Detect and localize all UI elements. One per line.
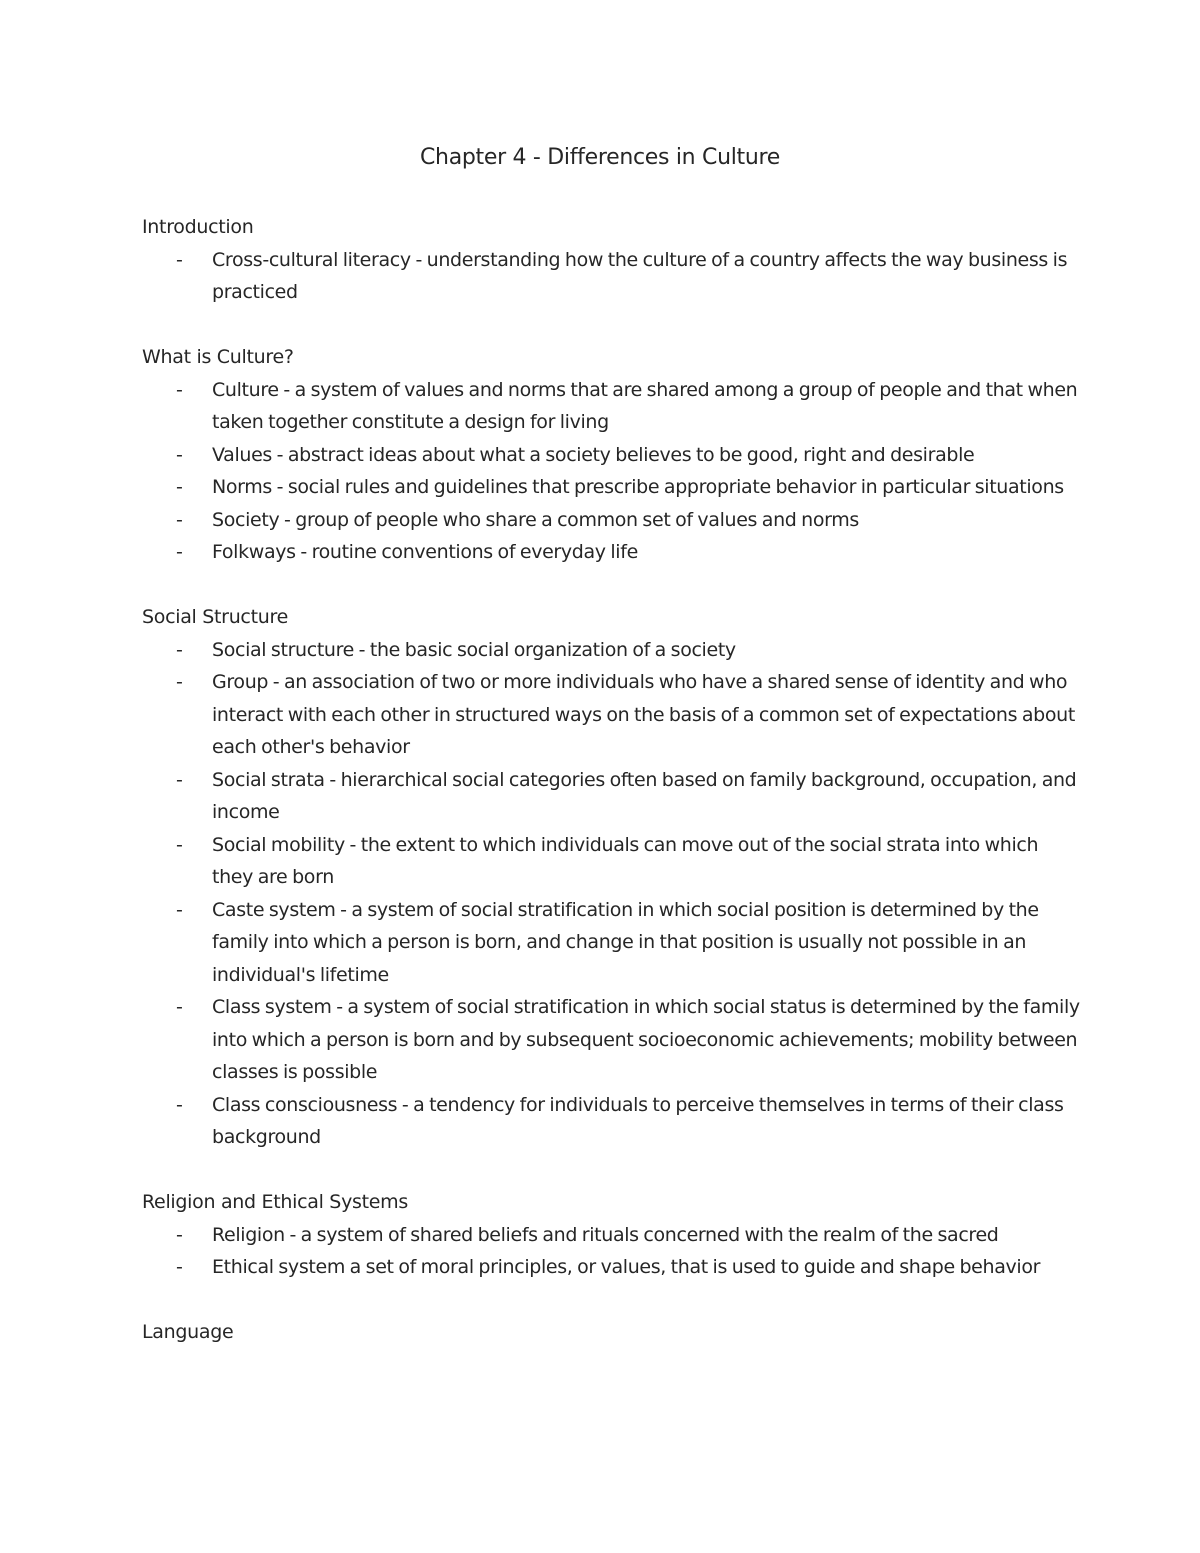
dash-bullet-icon: - xyxy=(176,638,183,661)
list-item xyxy=(142,991,1082,1089)
list-item xyxy=(142,536,1082,569)
list-item xyxy=(142,829,1082,894)
dash-bullet-icon: - xyxy=(176,248,183,271)
list-item xyxy=(142,439,1082,472)
list-item-text: Social strata - hierarchical social categories often based on family background, occupation, and income xyxy=(212,768,1077,823)
list-item-text: Social structure - the basic social organization of a society xyxy=(212,638,736,661)
section xyxy=(142,341,1082,569)
dash-bullet-icon: - xyxy=(176,1093,183,1116)
section-heading: What is Culture? xyxy=(142,346,294,368)
dash-bullet-icon: - xyxy=(176,541,183,563)
list-item-text: Norms - social rules and guidelines that prescribe appropriate behavior in particular situations xyxy=(212,476,1064,498)
dash-bullet-icon: - xyxy=(176,378,183,401)
bullet-list xyxy=(142,634,1082,1154)
section xyxy=(142,601,1082,1154)
list-item xyxy=(142,1251,1082,1284)
section-heading: Social Structure xyxy=(142,606,288,628)
list-item-text: Religion - a system of shared beliefs and rituals concerned with the realm of the sacred xyxy=(212,1223,999,1246)
list-item-text: Ethical system a set of moral principles, or values, that is used to guide and shape behavior xyxy=(212,1256,1041,1278)
dash-bullet-icon: - xyxy=(176,996,183,1018)
dash-bullet-icon: - xyxy=(176,833,183,856)
section-heading: Introduction xyxy=(142,216,254,238)
list-item xyxy=(142,634,1082,667)
page-title: Chapter 4 - Differences in Culture xyxy=(419,145,780,170)
list-item-text: Cross-cultural literacy - understanding how the culture of a country affects the way business is practiced xyxy=(212,248,1068,303)
bullet-list xyxy=(142,374,1082,569)
bullet-list xyxy=(142,244,1082,309)
list-item-text: Social mobility - the extent to which individuals can move out of the social strata into which they are born xyxy=(212,833,1039,888)
section xyxy=(142,1186,1082,1284)
section xyxy=(142,1316,1082,1349)
list-item-text: Class consciousness - a tendency for individuals to perceive themselves in terms of their class background xyxy=(212,1093,1064,1148)
list-item xyxy=(142,471,1082,504)
notes-body xyxy=(142,211,1082,1381)
list-item xyxy=(142,374,1082,439)
dash-bullet-icon: - xyxy=(176,1256,183,1278)
list-item xyxy=(142,1219,1082,1252)
dash-bullet-icon: - xyxy=(176,443,183,466)
list-item-text: Values - abstract ideas about what a society believes to be good, right and desirable xyxy=(212,443,975,466)
dash-bullet-icon: - xyxy=(176,671,183,693)
dash-bullet-icon: - xyxy=(176,898,183,921)
dash-bullet-icon: - xyxy=(176,508,183,531)
section-heading: Religion and Ethical Systems xyxy=(142,1191,408,1213)
list-item xyxy=(142,1089,1082,1154)
section xyxy=(142,211,1082,309)
list-item xyxy=(142,894,1082,992)
list-item-text: Class system - a system of social stratification in which social status is determined by the family into which a person is born and by subsequent socioeconomic achievements; mobility between classes is possible xyxy=(212,996,1080,1083)
list-item-text: Culture - a system of values and norms that are shared among a group of people and that when taken together constitute a design for living xyxy=(212,378,1078,433)
list-item xyxy=(142,504,1082,537)
dash-bullet-icon: - xyxy=(176,768,183,791)
dash-bullet-icon: - xyxy=(176,1223,183,1246)
bullet-list xyxy=(142,1219,1082,1284)
dash-bullet-icon: - xyxy=(176,476,183,498)
section-heading: Language xyxy=(142,1321,234,1343)
list-item-text: Society - group of people who share a common set of values and norms xyxy=(212,508,859,531)
list-item xyxy=(142,764,1082,829)
list-item-text: Caste system - a system of social stratification in which social position is determined by the family into which a person is born, and change in that position is usually not possible in an individual's lifetime xyxy=(212,898,1039,986)
list-item xyxy=(142,666,1082,764)
list-item-text: Group - an association of two or more individuals who have a shared sense of identity and who interact with each other in structured ways on the basis of a common set of expectations about each other's behavior xyxy=(212,671,1075,758)
list-item xyxy=(142,244,1082,309)
list-item-text: Folkways - routine conventions of everyday life xyxy=(212,541,638,563)
